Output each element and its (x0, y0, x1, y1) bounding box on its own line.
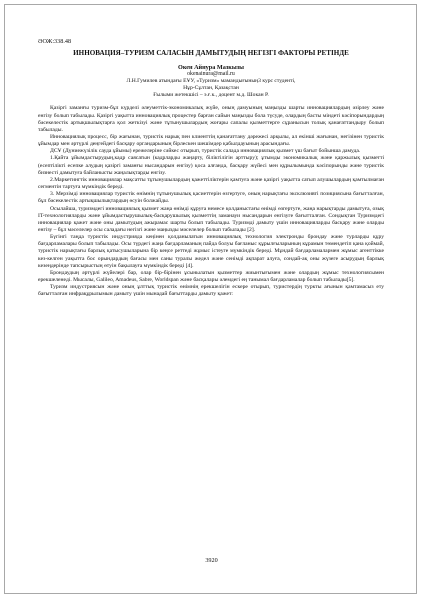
document-page (38, 38, 384, 299)
body-paragraph: 3. Мерзімді инновациялар туристік өнімнің тұтынушылық қасиеттерін өзгертуге, оның нарықтағы эксклюзивті позициясына бағытталған, бұл бәсекелестік артықшылықтардың өсуін болжайды. (38, 191, 384, 205)
scientific-supervisor: Ғылыми жетекшісі – э.ғ.к., доцент м.д. Шокан Р. (153, 92, 269, 99)
body-paragraph: 2.Маркетингтік инновациялар мақсатты тұтынушылардың қажеттіліктерін қамтуға және қазіргі уақытта сатып алушылардың қамтылмаған сегментін тартуға мүмкіндік береді. (38, 176, 384, 191)
udc-code: ӘОЖ:338.48 (38, 38, 72, 45)
body-paragraph: Брондаудың әртүрлі жүйелері бар, олар бір-бірінен ұсынылатын қызметтер жиынтығымен және олардың жұмыс технологиясымен ерекшеленеді. Мысалы, Galileo, Amadeus, Sabre, Worldspan және басқалары әлемдегі ең танымал бағдарламалар болып табылады[5]. (38, 269, 384, 284)
body-paragraph: Туризм индустриясын және оның ұлттық туристік өнімнің ерекшелігін ескере отырып, туристердің туркты ағынын қамтамасыз ету бағытталған инфрақұрылымын дамыту үшін мынадай бағыттарды дамыту қажет: (38, 284, 384, 298)
author-email: okenainura@mail.ru (187, 70, 235, 77)
author-city: Нұр-Сұлтан, Қазақстан (183, 85, 239, 92)
body-paragraph: ДСҰ (Дүниежүзілік сауда ұйымы) ережелеріне сәйкес отырып, туристік салада инновациялық қызмет үш бағыт бойынша дамуда. (50, 148, 361, 155)
body-paragraph: 1.Қайта ұйымдастырудың,кадр саясатын (кадрларды жаңарту, біліктілігін арттыру); ұтымды экономикалық және қаржылық қызметті (есептілікті есепке алудың қазіргі заманғы нысандарын енгізу) қоса алғанда, басқару жүйесі мен құрылымында кәсіпорынды және туристік бизнесті дамытуға байланысты жаңалықтарды енгізу. (38, 155, 384, 176)
paper-title: ИННОВАЦИЯ–ТУРИЗМ САЛАСЫН ДАМЫТУДЫҢ НЕГІЗГІ ФАКТОРЫ РЕТІНДЕ (73, 49, 349, 58)
body-paragraph: Инновациялық процесс, бір жағынан, туристік нарық пен клиенттің қанағаттану дәрежесі арқылы, ал екінші жағынан, негізінен туристік ұйымдар мен әртүрлі деңгейдегі басқару органдарының бірлескен шешімдер қабылдауының арасындағы. (38, 133, 384, 148)
body-paragraph: Бүгінгі таңда туристік индустрияда кеңінен қолданылатын инновациялық технология электронды брондау және турларды құру бағдарламалары болып табылады. Осы түрдегі жаңа бағдарламаның пайда болуы бағланыс құрылғыларының кұрамын төмендетіп қана қоймай, туристік нарықтағы барлық қатысушыларына бір кеңсе реттеді жұмыс істеуге мүмкіндік береді. Мұндай бағдарламалармен жұмыс агенттікке кез-келген уақытта бос орындардың бағасы мен саны туралы жедел және сенімді ақпарат алуға, сондай-ақ оны жүзеге асырудың барлық кезеңдерінде тапсырыстың өтуін бақылауға мүмкіндік береді [4]. (38, 234, 384, 269)
author-name: Окен Айнура Мазкызы (178, 63, 244, 71)
page-number: 3920 (205, 557, 218, 564)
body-paragraph: Осылайша, туризмдегі инновациялық қызмет жаңа өнімді құруға немесе қолданыстағы өнімді өзгертуге, жаңа нарықтарды дамытуға, озық IT-технологияларды және ұйымдастырушылық-басқарушылық қызметтің заманауи нысандарын енгізуге бағытталған. Сондықтан Туризмдегі инновациялар қажет және оны дамытудың ажырамас шарты болып табылады. Туризмді дамыту үшін инновацияларды басқару және оларды енгізу – бұл мәселелер осы саладағы негізгі және маңызды мәселелер болып табылады [2]. (38, 205, 384, 233)
body-paragraph: Қазіргі заманғы туризм-бұл күрделі әлеуметтік-экономикалық жүйе, оның дамуының маңызды шарты инновациялардың әзірлеу және енгізу болып табылады. Қазіргі уақытта инновациялық процестер барған сайын маңызды бола түсуде, олардың басты міндеті кәсіпорындардың бәсекелестік артықшылықтарға қол жеткізуі және тұтынушылардың жоғары сапалы қызметтерге сұранысын толық қанағаттандыру болып табылады. (38, 105, 384, 133)
author-affiliation: Л.Н.Гумилев атындағы ЕҰУ, «Туризм» мамандығының3 курс студенті, (126, 77, 296, 84)
